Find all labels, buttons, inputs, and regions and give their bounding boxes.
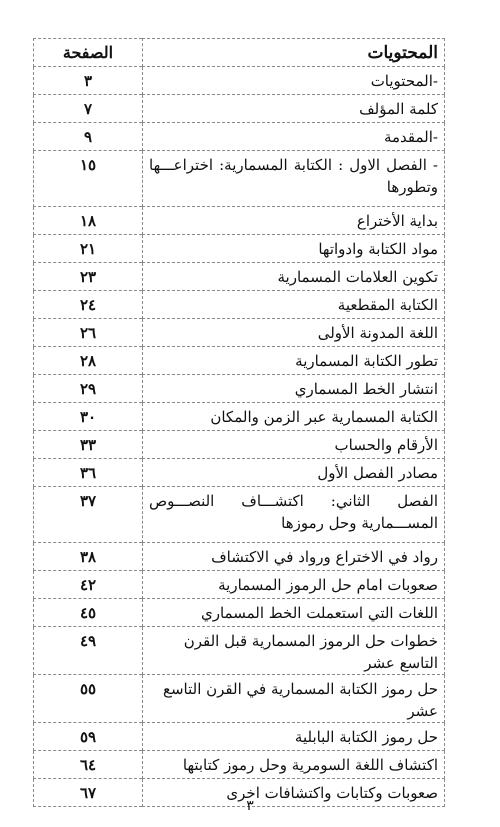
toc-row bbox=[34, 207, 445, 235]
toc-row bbox=[34, 571, 445, 599]
toc-entry-title: الأرقام والحساب bbox=[143, 431, 445, 459]
toc-header-title: المحتويات bbox=[143, 39, 445, 67]
toc-row bbox=[34, 95, 445, 123]
toc-entry-page: ٢٦ bbox=[34, 319, 143, 347]
table-of-contents bbox=[33, 38, 445, 807]
toc-entry-title: صعوبات امام حل الرموز المسمارية bbox=[143, 571, 445, 599]
toc-row bbox=[34, 487, 445, 543]
toc-entry-page: ٢٤ bbox=[34, 291, 143, 319]
toc-entry-title: مصادر الفصل الأول bbox=[143, 459, 445, 487]
toc-entry-title: الفصل الثاني: اكتشـــاف النصـــوص المســـمارية وحل رموزها bbox=[143, 487, 445, 543]
toc-entry-page: ٣٨ bbox=[34, 543, 143, 571]
toc-row bbox=[34, 543, 445, 571]
toc-entry-title: -المقدمة bbox=[143, 123, 445, 151]
toc-entry-title: مواد الكتابة وادواتها bbox=[143, 235, 445, 263]
toc-row bbox=[34, 627, 445, 675]
toc-entry-title: خطوات حل الرموز المسمارية قبل القرن التاسع عشر bbox=[143, 627, 445, 675]
toc-row bbox=[34, 675, 445, 723]
toc-entry-page: ٣٣ bbox=[34, 431, 143, 459]
page-number: ٣ bbox=[246, 798, 254, 814]
toc-entry-page: ٦٧ bbox=[34, 779, 143, 807]
toc-entry-page: ٣٠ bbox=[34, 403, 143, 431]
toc-entry-page: ١٥ bbox=[34, 151, 143, 207]
toc-entry-page: ٢٣ bbox=[34, 263, 143, 291]
toc-entry-title: - الفصل الاول : الكتابة المسمارية: اختراعـــها وتطورها bbox=[143, 151, 445, 207]
toc-row bbox=[34, 431, 445, 459]
toc-row bbox=[34, 123, 445, 151]
toc-row bbox=[34, 459, 445, 487]
toc-entry-page: ٣ bbox=[34, 67, 143, 95]
toc-entry-page: ٦٤ bbox=[34, 751, 143, 779]
toc-row bbox=[34, 151, 445, 207]
toc-entry-page: ٤٥ bbox=[34, 599, 143, 627]
toc-entry-page: ٧ bbox=[34, 95, 143, 123]
toc-entry-title: بداية الأختراع bbox=[143, 207, 445, 235]
toc-entry-title: تكوين العلامات المسمارية bbox=[143, 263, 445, 291]
toc-entry-title: -المحتويات bbox=[143, 67, 445, 95]
toc-row bbox=[34, 67, 445, 95]
toc-entry-page: ٤٩ bbox=[34, 627, 143, 675]
toc-row bbox=[34, 375, 445, 403]
toc-entry-title: رواد في الاختراع ورواد في الاكتشاف bbox=[143, 543, 445, 571]
toc-row bbox=[34, 751, 445, 779]
toc-entry-page: ٤٢ bbox=[34, 571, 143, 599]
toc-entry-page: ٢٩ bbox=[34, 375, 143, 403]
toc-entry-title: اللغات التي استعملت الخط المسماري bbox=[143, 599, 445, 627]
toc-entry-title: اللغة المدونة الأولى bbox=[143, 319, 445, 347]
toc-entry-page: ٣٦ bbox=[34, 459, 143, 487]
toc-row bbox=[34, 263, 445, 291]
toc-row bbox=[34, 403, 445, 431]
toc-entry-title: انتشار الخط المسماري bbox=[143, 375, 445, 403]
toc-row bbox=[34, 599, 445, 627]
toc-row bbox=[34, 319, 445, 347]
toc-entry-page: ١٨ bbox=[34, 207, 143, 235]
toc-entry-page: ٣٧ bbox=[34, 487, 143, 543]
toc-entry-title: حل رموز الكتابة البابلية bbox=[143, 723, 445, 751]
toc-entry-page: ٢١ bbox=[34, 235, 143, 263]
toc-entry-title: الكتابة المقطعية bbox=[143, 291, 445, 319]
toc-row bbox=[34, 291, 445, 319]
toc-entry-title: تطور الكتابة المسمارية bbox=[143, 347, 445, 375]
toc-entry-page: ٩ bbox=[34, 123, 143, 151]
toc-row bbox=[34, 235, 445, 263]
toc-entry-page: ٥٥ bbox=[34, 675, 143, 723]
toc-entry-page: ٥٩ bbox=[34, 723, 143, 751]
toc-entry-title: صعوبات وكتابات واكتشافات اخرى bbox=[143, 779, 445, 807]
toc-entry-page: ٢٨ bbox=[34, 347, 143, 375]
toc-header-row bbox=[34, 39, 445, 67]
toc-entry-title: الكتابة المسمارية عبر الزمن والمكان bbox=[143, 403, 445, 431]
toc-row bbox=[34, 347, 445, 375]
toc-row bbox=[34, 723, 445, 751]
toc-entry-title: كلمة المؤلف bbox=[143, 95, 445, 123]
toc-header-page: الصفحة bbox=[34, 39, 143, 67]
toc-entry-title: حل رموز الكتابة المسمارية في القرن التاسع عشر bbox=[143, 675, 445, 723]
toc-entry-title: اكتشاف اللغة السومرية وحل رموز كتابتها bbox=[143, 751, 445, 779]
